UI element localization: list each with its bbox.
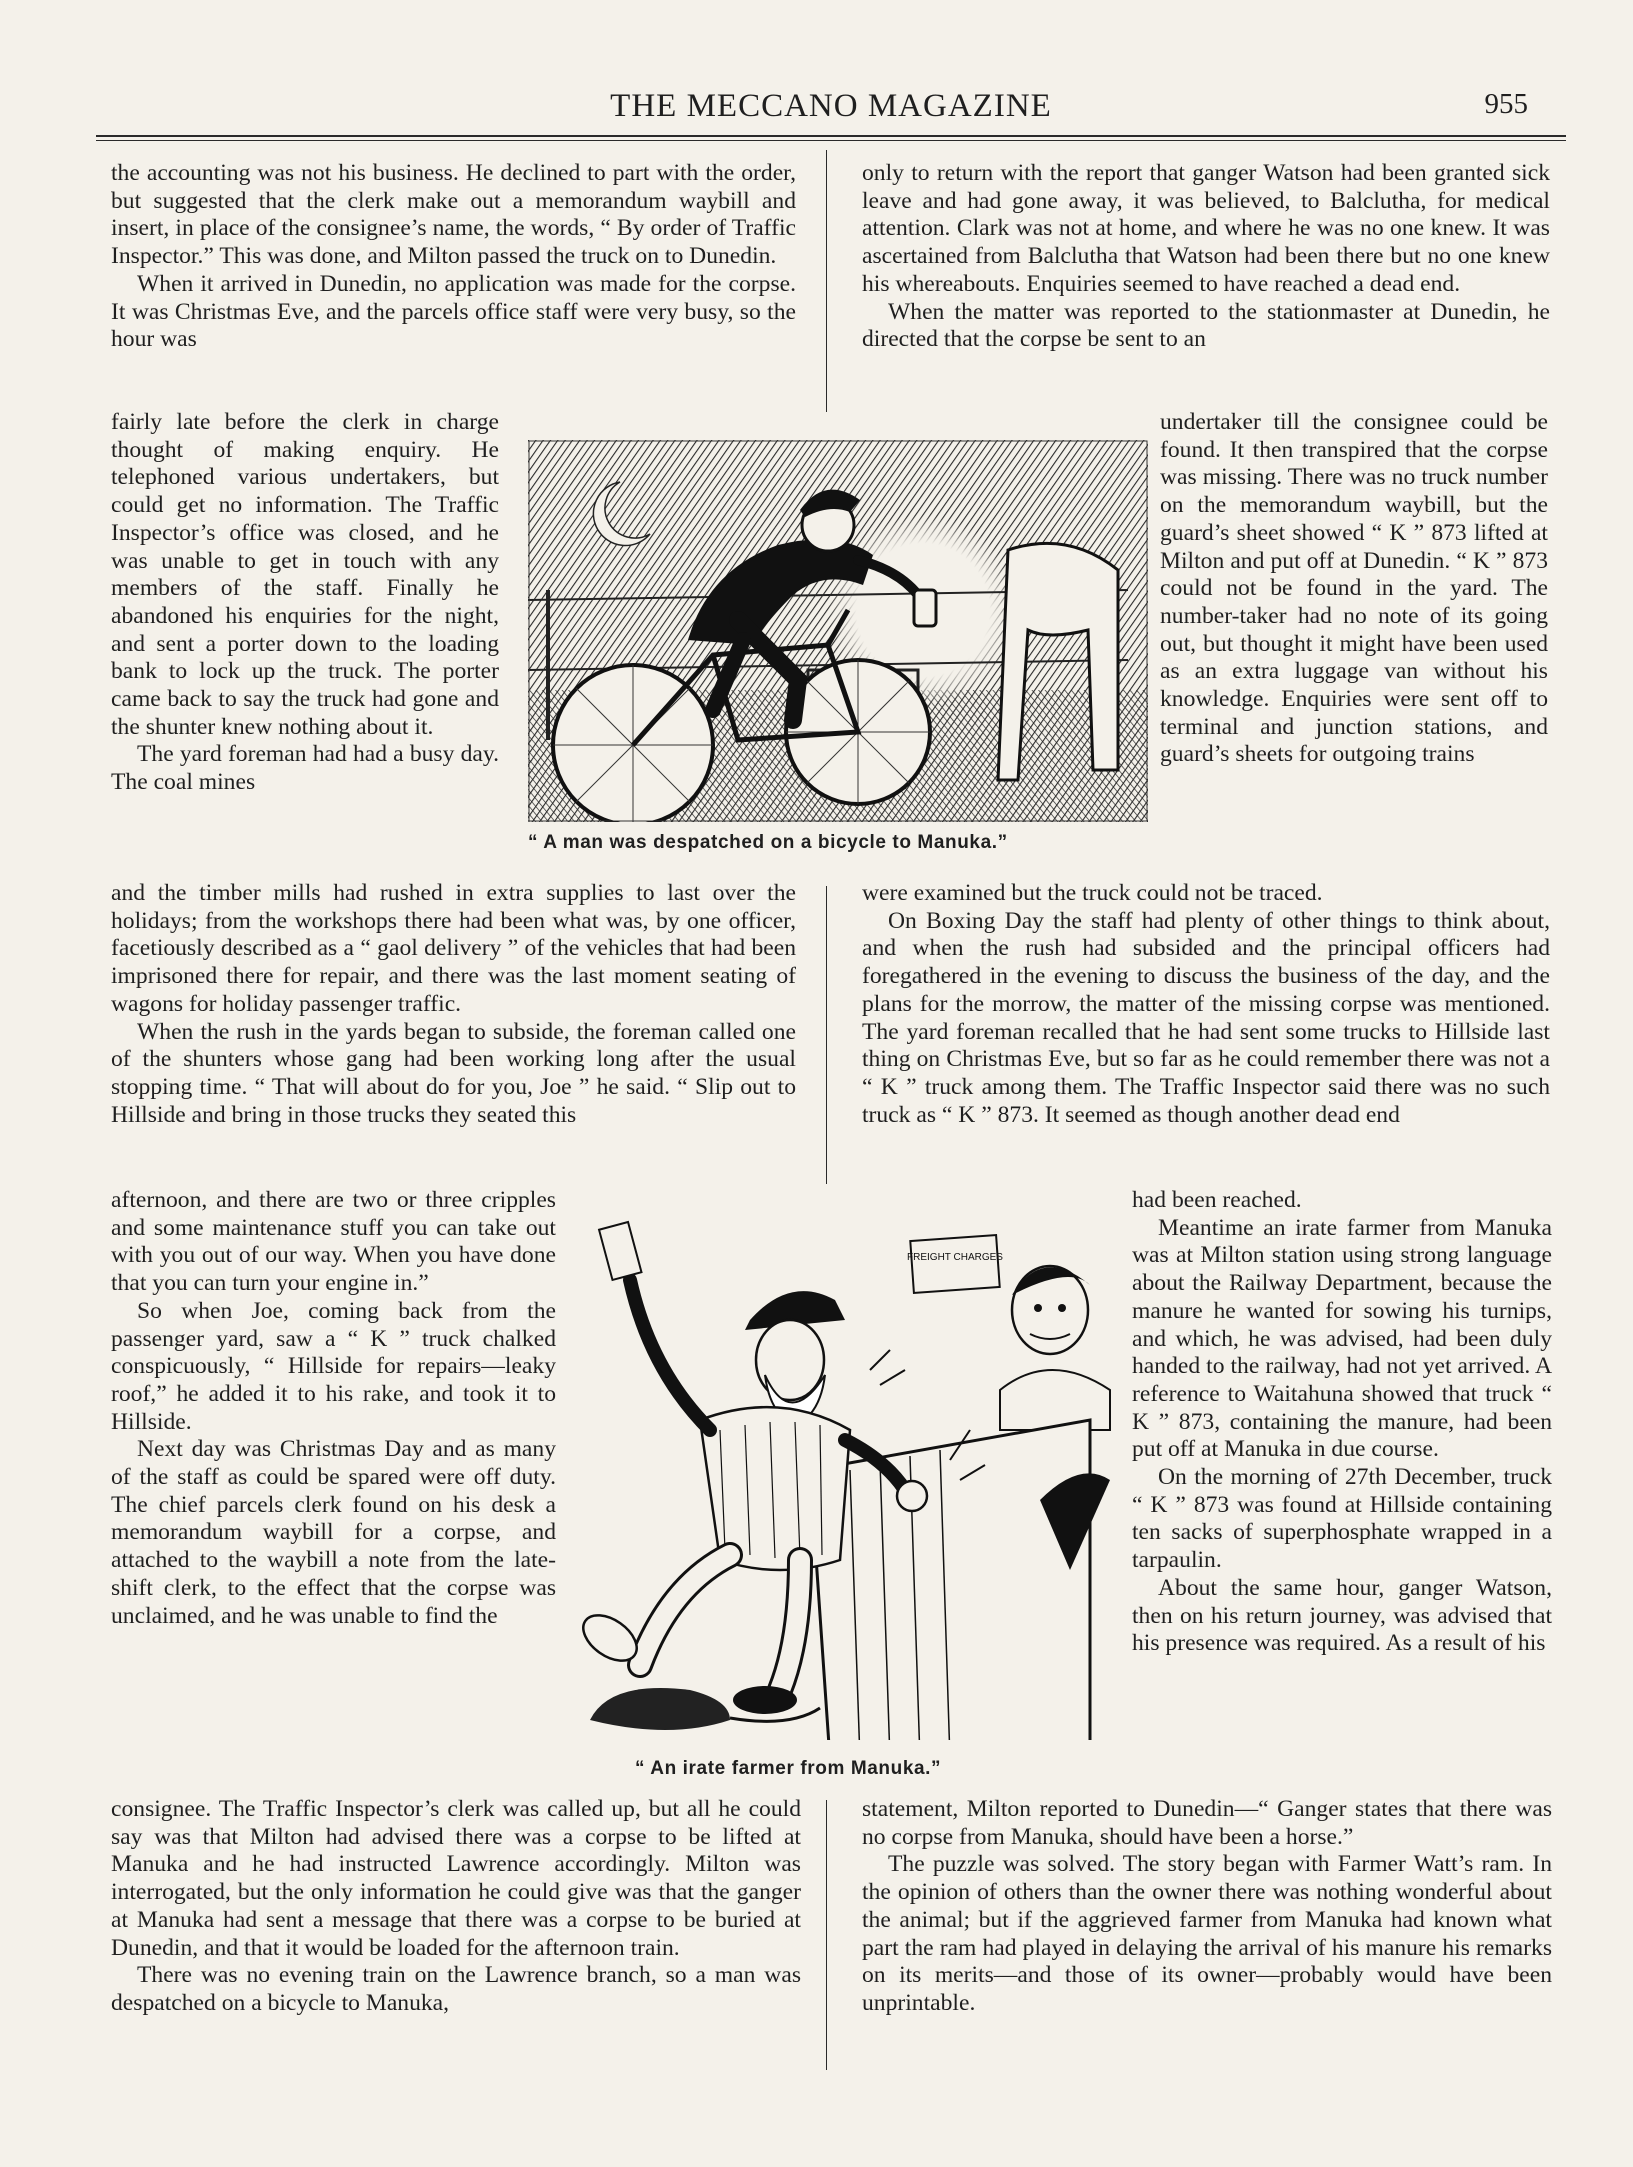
paragraph: were examined but the truck could not be traced. [862, 880, 1323, 906]
paragraph: undertaker till the consignee could be found. It then transpired that the corpse was missing. There was no truck number on the memorandum waybill, but the guard’s sheet showed “ K ” 873 lifted at Milton and put off at Dunedin. “ K ” 873 could not be found in the yard. The number-taker had no note of its going out, but thought it might have been used as an extra luggage van without his knowledge. Enquiries were sent off to terminal and junction stations, and guard’s sheets for outgoing trains [1160, 409, 1548, 768]
paragraph: So when Joe, coming back from the passenger yard, saw a “ K ” truck chalked conspicuously, “ Hillside for repairs—leaky roof,” he added it to his rake, and took it to Hillside. [111, 1297, 556, 1435]
farmer-illustration [560, 1200, 1120, 1779]
text-right-bottom [862, 1796, 1552, 2018]
paragraph: The puzzle was solved. The story began with Farmer Watt’s ram. In the opinion of others than the owner there was nothing wonderful about the animal; but if the aggrieved farmer from Manuka had known what part the ram had played in delaying the arrival of his manure his remarks on its merits—and those of its owner—probably would have been unprintable. [862, 1851, 1552, 2016]
paragraph: afternoon, and there are two or three cripples and some maintenance stuff you can take out with you out of our way. When you have done that you can turn your engine in.” [111, 1187, 556, 1297]
text-right-narrow-1 [1160, 409, 1548, 769]
paragraph: consignee. The Traffic Inspector’s clerk was called up, but all he could say was that Milton had advised there was a corpse to be lifted at Manuka and he had instructed Lawrence accordingly. Milton was interrogated, but the only information he could give was that the ganger at Manuka had sent a message that there was a corpse to be buried at Dunedin, and that it would be loaded for the afternoon train. [111, 1796, 801, 1961]
paragraph: had been reached. [1132, 1187, 1302, 1213]
magazine-title: THE MECCANO MAGAZINE [610, 88, 1052, 124]
farmer-caption: “ An irate farmer from Manuka.” [635, 1758, 942, 1779]
text-right-mid [862, 880, 1550, 1129]
bicycle-illustration [528, 440, 1148, 853]
paragraph: On the morning of 27th December, truck “ K ” 873 was found at Hillside containing ten sacks of superphosphate wrapped in a tarpaulin. [1132, 1464, 1552, 1574]
text-left-narrow-1 [111, 409, 499, 797]
text-right-narrow-2 [1132, 1187, 1552, 1658]
bicycle-caption: “ A man was despatched on a bicycle to Manuka.” [528, 832, 1008, 853]
paragraph: On Boxing Day the staff had plenty of other things to think about, and when the rush had subsided and the principal officers had foregathered in the evening to discuss the business of the day, and the plans for the morrow, the matter of the missing corpse was mentioned. The yard foreman recalled that he had sent some trucks to Hillside last thing on Christmas Eve, but so far as he could remember there was not a “ K ” truck among them. The Traffic Inspector said there was no such truck as “ K ” 873. It seemed as though another dead end [862, 907, 1550, 1128]
column-rule-2 [826, 886, 827, 1184]
sign-text: FREIGHT CHARGES [907, 1252, 1003, 1263]
page-number: 955 [1484, 88, 1528, 120]
paragraph: the accounting was not his business. He declined to part with the order, but suggested that the clerk make out a memorandum waybill and insert, in place of the consignee’s name, the words, “ By order of Traffic Inspector.” This was done, and Milton passed the truck on to Dunedin. [111, 160, 796, 270]
text-left-top [111, 160, 796, 354]
page-header [96, 88, 1566, 128]
paragraph: Meantime an irate farmer from Manuka was at Milton station using strong language about the Railway Department, because the manure he wanted for sowing his turnips, and which, he was advised, had been duly handed to the railway, had not yet arrived. A reference to Waitahuna showed that truck “ K ” 873, containing the manure, had been put off at Manuka in due course. [1132, 1214, 1552, 1463]
paragraph: and the timber mills had rushed in extra supplies to last over the holidays; from the workshops there had been what was, by one officer, facetiously described as a “ gaol delivery ” of the vehicles that had been imprisoned there for repair, and there was the last moment seating of wagons for holiday passenger traffic. [111, 880, 796, 1017]
header-rule-bottom [96, 140, 1566, 141]
bicycle-drawing-icon [528, 440, 1148, 822]
paragraph: There was no evening train on the Lawrence branch, so a man was despatched on a bicycle to Manuka, [111, 1962, 801, 2016]
paragraph: fairly late before the clerk in charge thought of making enquiry. He telephoned various undertakers, but could get no information. The Traffic Inspector’s office was closed, and he was unable to get in touch with any members of the staff. Finally he abandoned his enquiries for the night, and sent a porter down to the loading bank to lock up the truck. The porter came back to say the truck had gone and the shunter knew nothing about it. [111, 409, 499, 740]
paragraph: only to return with the report that ganger Watson had been granted sick leave and had gone away, it was believed, to Balclutha, for medical attention. Clark was not at home, and where he was no one knew. It was ascertained from Balclutha that Watson had been there but no one knew his whereabouts. Enquiries seemed to have reached a dead end. [862, 160, 1550, 297]
paragraph: When the rush in the yards began to subside, the foreman called one of the shunters whose gang had been working long after the usual stopping time. “ That will about do for you, Joe ” he said. “ Slip out to Hillside and bring in those trucks they seated this [111, 1018, 796, 1128]
paragraph: When it arrived in Dunedin, no application was made for the corpse. It was Christmas Eve, and the parcels office staff were very busy, so the hour was [111, 270, 796, 353]
paragraph: About the same hour, ganger Watson, then on his return journey, was advised that his presence was required. As a result of his [1132, 1574, 1552, 1657]
text-right-top [862, 160, 1550, 354]
text-left-narrow-2 [111, 1187, 556, 1630]
header-rule-top [96, 135, 1566, 137]
farmer-drawing-icon [560, 1200, 1120, 1740]
column-rule-3 [826, 1800, 827, 2070]
paragraph: Next day was Christmas Day and as many of the staff as could be spared were off duty. The chief parcels clerk found on his desk a memorandum waybill for a corpse, and attached to the waybill a note from the late-shift clerk, to the effect that the corpse was unclaimed, and he was unable to find the [111, 1436, 556, 1629]
text-left-bottom [111, 1796, 801, 2018]
text-left-mid [111, 880, 796, 1129]
paragraph: statement, Milton reported to Dunedin—“ Ganger states that there was no corpse from Manuka, should have been a horse.” [862, 1796, 1552, 1850]
column-rule-1 [826, 150, 827, 412]
paragraph: When the matter was reported to the stationmaster at Dunedin, he directed that the corpse be sent to an [862, 298, 1550, 353]
paragraph: The yard foreman had had a busy day. The coal mines [111, 741, 499, 796]
